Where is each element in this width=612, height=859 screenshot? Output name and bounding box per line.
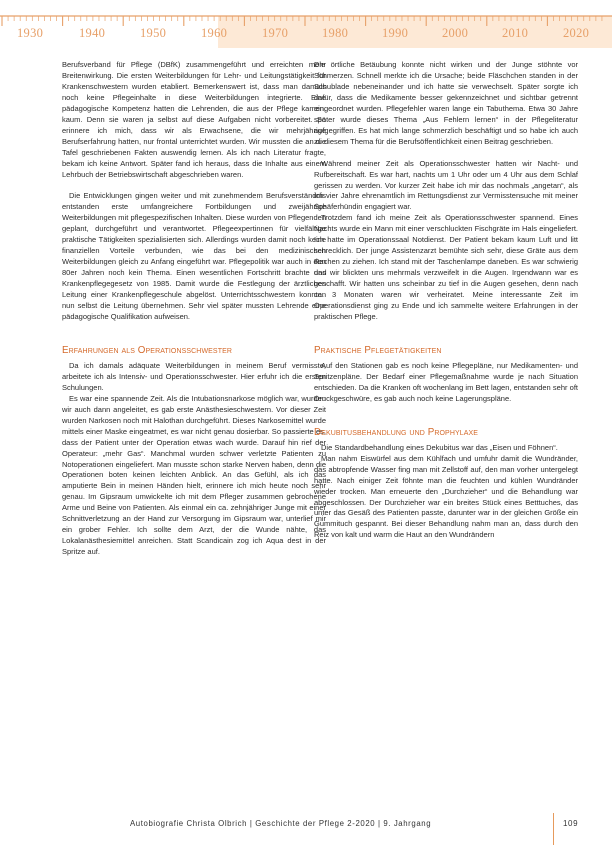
paragraph: Da ich damals adäquate Weiterbildungen in meinem Beruf vermisste, arbeitete ich als Intensiv- und Operationsschwester. Hier erfuhr ich die ersten Schulungen. — [62, 360, 326, 392]
year-label: 2010 — [502, 26, 529, 40]
section-heading: Praktische Pflegetätigkeiten — [314, 344, 442, 356]
section-heading: Dekubitusbehandlung und Prophylaxe — [314, 426, 479, 438]
paragraph: Die Entwicklungen gingen weiter und mit zunehmendem Berufsverständnis entstanden erste umfangreichere Fortbildungen und zweijährige Weiterbildungen mit pflegespezifischen Inhalten. Diese wurden von Pflegenden geplant, durchgeführt und verantwortet. Pflegeexpertinnen für vielfältige praktische Tätigkeiten spezialisierten sich. Allerdings wurden damit noch keine finanziellen Vorteile verbunden, wie das bei den medizinischen Weiterbildungen gleich zu Anfang eingeführt war. Pflegepolitik war auch in den 80er Jahren noch kein Thema. Einen wesentlichen Fortschritt brachte das Krankenpflegegesetz von 1985. Damit wurde die Festlegung der ärztlichen Leitung einer Krankenpflegeschule abgelöst. Unterrichtsschwestern konnten nun selbst die Leitung übernehmen. Sehr viel später mussten Lehrende eine pädagogische Qualifikation aufweisen. — [62, 191, 326, 321]
footer-divider — [553, 813, 554, 845]
section-heading: Erfahrungen als Operationsschwester — [62, 344, 232, 356]
page-number: 109 — [563, 819, 579, 828]
left-column — [62, 60, 326, 790]
paragraph: Während meiner Zeit als Operationsschwester hatten wir Nacht- und Rufbereitschaft. Es war hart, nachts um 1 Uhr oder um 4 Uhr aus dem Schlaf gerissen zu werden. Vor kurzer Zeit habe ich mir das nochmals „angetan“, als ich vier Jahre ehrenamtlich im Rettungsdienst zur Vermisstensuche mit meiner Schäferhündin engagiert war. — [314, 158, 578, 212]
timeline-years — [0, 26, 612, 46]
year-label: 2020 — [563, 26, 590, 40]
year-label: 1950 — [140, 26, 167, 40]
right-column — [314, 60, 578, 790]
year-label: 1960 — [201, 26, 228, 40]
paragraph: Trotzdem fand ich meine Zeit als Operationsschwester spannend. Eines Nachts wurde ein Mann mit einer verschluckten Fischgräte im Hals eingeliefert. Ich hatte im Operationssaal Notdienst. Der Patient bekam kaum Luft und litt schrecklich. Der junge Assistenzarzt bemühte sich sehr, diese Gräte aus dem Rachen zu ziehen. Ich stand mit der Taschenlampe daneben. Es war schwierig und wir blickten uns mehrmals verzweifelt in die Augen. Irgendwann war es geschafft. Wir hatten uns scheinbar zu tief in die Augen gesehen, denn nach ca. 3 Monaten waren wir verheiratet. Meine interessante Zeit im Operationsdienst ging zu Ende und ich sammelte weitere Erfahrungen in der praktischen Pflege. — [314, 213, 578, 321]
year-label: 1930 — [17, 26, 44, 40]
year-label: 1980 — [322, 26, 349, 40]
year-label: 1990 — [382, 26, 409, 40]
paragraph: Die örtliche Betäubung konnte nicht wirken und der Junge stöhnte vor Schmerzen. Schnell merkte ich die Ursache; beide Fläschchen standen in der Schublade nebeneinander und ich hatte sie verwechselt. Später sorgte ich dafür, dass die Medikamente besser gekennzeichnet und sichtbar getrennt eingeordnet wurden. Pflegefehler waren lange ein Tabuthema. Etwa 30 Jahre später wurde dieses Thema „Aus Fehlern lernen“ in der Pflegeliteratur aufgegriffen. Es hat mich lange schmerzlich beschäftigt und so habe ich auch zu diesem Thema für die Berufsöffentlichkeit einen Beitrag geschrieben. — [314, 60, 578, 146]
footer-text: Autobiografie Christa Olbrich | Geschichte der Pflege 2-2020 | 9. Jahrgang — [130, 819, 432, 828]
paragraph: Die Standardbehandlung eines Dekubitus war das „Eisen und Föhnen“. — [321, 442, 558, 452]
paragraph: Berufsverband für Pflege (DBfK) zusammengeführt und erreichten mehr Breitenwirkung. Die ersten Weiterbildungen für Lehr- und Leitungstätigkeit für Krankenschwestern wurden etabliert. Bemerkenswert ist, dass man damals noch keine Pflegeinhalte in diese Weiterbildungen integrierte. Eine pädagogische Kompetenz hatten die Lehrenden, die aus der Pflege kamen, kaum. Denn sie waren ja selbst auf diese Aufgaben nicht vorbereitet. So erinnere ich mich, dass wir als Erwachsene, die wir mehrjährige Berufserfahrung hatten, nur frontal unterrichtet wurden. Wir mussten die an die Tafel geschriebenen Fakten auswendig lernen. Als ich nach Literatur fragte, bekam ich keine Antwort. Später fand ich heraus, dass die Inhalte aus einem Lehrbuch der Betriebswirtschaft abgeschrieben waren. — [62, 60, 326, 179]
year-label: 1970 — [262, 26, 289, 40]
year-label: 1940 — [79, 26, 106, 40]
page-footer — [0, 819, 612, 833]
paragraph: Es war eine spannende Zeit. Als die Intubationsnarkose möglich war, wurden wir auch dann angeleitet, es gab erste Anästhesieschwestern. Vor dieser Zeit wurden Narkosen noch mit Halothan durchgeführt. Dieses Narkosemittel wurde mittels einer Maske eingeatmet, es war nicht genau dosierbar. So passierte es, dass der Patient unter der Operation etwas wach wurde. Darauf hin rief der Operateur: „mehr Gas“. Manchmal wurden schwer verletzte Patienten zu Notoperationen eingeliefert. Man musste schon starke Nerven haben, denn die Operationen boten keinen leichten Anblick. An das Gefühl, als ich das amputierte Bein in meinen Händen hielt, erinnere ich mich heute noch sehr genau. Im Gipsraum umwickelte ich mit dem Pfleger zusammen gebrochene Arme und Beine von Patienten. Als einmal ein ca. zehnjähriger Junge mit einer Schnittverletzung an der Hand zur Versorgung im Gipsraum war, unterlief mir ein grober Fehler. Ich sollte dem Arzt, der die Wunde nähte, das Lokalanästhesiemittel anreichen. Statt Scandicain zog ich Aqua dest in der Spritze auf. — [62, 393, 326, 557]
paragraph: Man nahm Eiswürfel aus dem Kühlfach und umfuhr damit die Wundränder, das abtropfende Wasser fing man mit Zellstoff auf, den man vorher untergelegt hatte. Nach einiger Zeit föhnte man die feuchten und kühlen Wundränder wieder trocken. Man erneuerte den „Durchzieher“ und die Behandlung war abgeschlossen. Der Durchzieher war ein breites Stück eines Betttuches, das unter das Gesäß des Patienten passte, darunter war in der gleichen Größe ein Gummituch gespannt. Bei dieser Behandlung nahm man an, dass durch den Reiz von kalt und warm die Haut an den Wundrändern — [314, 453, 578, 540]
paragraph: Auf den Stationen gab es noch keine Pflegepläne, nur Medikamenten- und Spritzenpläne. Der Bedarf einer Pflegemaßnahme wurde je nach Situation entschieden. Da die Kranken oft wochenlang im Bett lagen, entstanden sehr oft Druckgeschwüre, es gab auch noch keine Lagerungspläne. — [314, 360, 578, 403]
timeline-header — [0, 0, 612, 48]
year-label: 2000 — [442, 26, 469, 40]
